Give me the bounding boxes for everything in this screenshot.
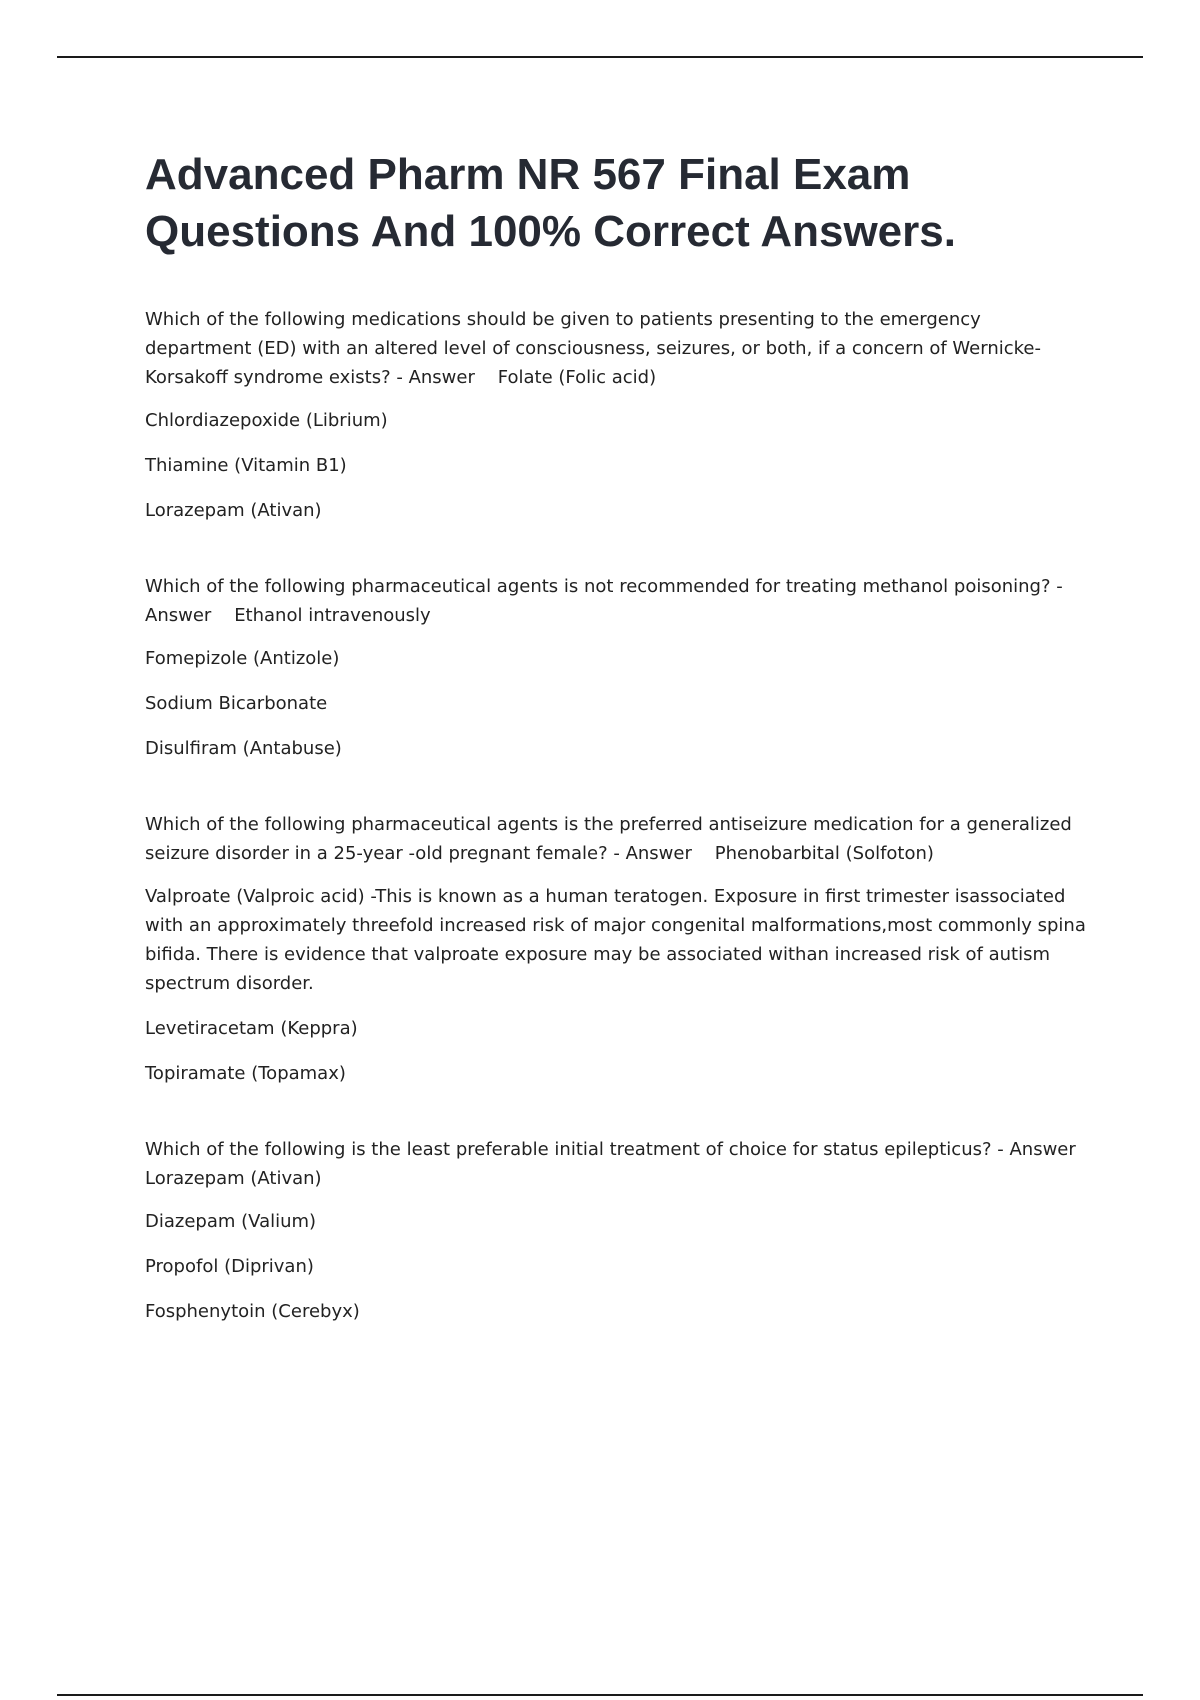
answer-option: Propofol (Diprivan) <box>145 1256 314 1277</box>
document-title <box>145 146 1090 260</box>
document-title-line2: Questions And 100% Correct Answers. <box>145 207 956 256</box>
question-block-4 <box>145 1135 1090 1326</box>
question-block-3 <box>145 810 1090 1088</box>
question-text <box>145 572 1090 630</box>
question-list <box>145 305 1090 1326</box>
bottom-rule <box>57 1694 1143 1696</box>
answer-option: Sodium Bicarbonate <box>145 693 328 714</box>
answer-option: Levetiracetam (Keppra) <box>145 1018 358 1039</box>
question-answer: Phenobarbital (Solfoton) <box>714 843 934 864</box>
answer-option: Disulfiram (Antabuse) <box>145 738 342 759</box>
answer-option: Chlordiazepoxide (Librium) <box>145 410 388 431</box>
top-rule <box>57 56 1143 58</box>
question-text <box>145 305 1090 392</box>
answer-option: Topiramate (Topamax) <box>145 1063 346 1084</box>
answer-option: Thiamine (Vitamin B1) <box>145 455 347 476</box>
question-answer: Folate (Folic acid) <box>497 367 657 388</box>
question-text <box>145 1135 1090 1193</box>
question-text <box>145 810 1090 868</box>
answer-option: Valproate (Valproic acid) -This is known as a human teratogen. Exposure in first trimester isassociated with an approximately threefold increased risk of major congenital malformations,most commonly spina bifida. There is evidence that valproate exposure may be associated withan increased risk of autism spectrum disorder. <box>145 886 1086 994</box>
question-prompt: Which of the following medications should be given to patients presenting to the emergency department (ED) with an altered level of consciousness, seizures, or both, if a concern of Wernicke-Korsakoff syndrome exists? - Answer <box>145 309 1041 388</box>
question-answer: Lorazepam (Ativan) <box>145 1168 322 1189</box>
answer-option: Diazepam (Valium) <box>145 1211 317 1232</box>
answer-option: Fosphenytoin (Cerebyx) <box>145 1301 360 1322</box>
question-block-1 <box>145 305 1090 525</box>
question-block-2 <box>145 572 1090 763</box>
question-prompt: Which of the following pharmaceutical agents is not recommended for treating methanol poisoning? - Answer <box>145 576 1063 626</box>
answer-option: Fomepizole (Antizole) <box>145 648 340 669</box>
answer-option: Lorazepam (Ativan) <box>145 500 322 521</box>
question-prompt: Which of the following is the least preferable initial treatment of choice for status epilepticus? - Answer <box>145 1139 1076 1160</box>
document-title-line1: Advanced Pharm NR 567 Final Exam <box>145 150 911 199</box>
question-answer: Ethanol intravenously <box>234 605 431 626</box>
question-prompt: Which of the following pharmaceutical agents is the preferred antiseizure medication for a generalized seizure disorder in a 25-year -old pregnant female? - Answer <box>145 814 1072 864</box>
document-body <box>145 146 1090 1342</box>
